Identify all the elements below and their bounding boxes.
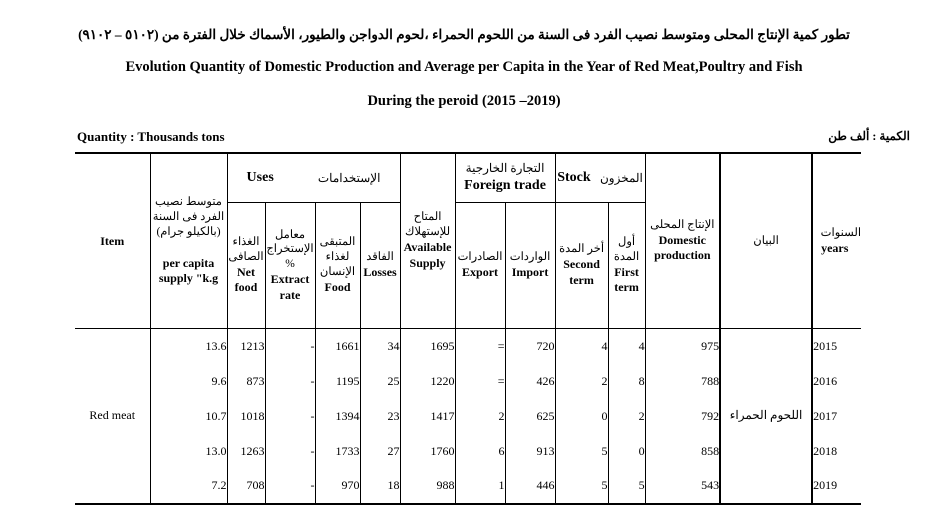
cell-human-food: 1733: [315, 434, 360, 469]
cell-extract-rate: -: [265, 364, 315, 399]
header-bayan: [720, 153, 812, 329]
header-first-term-ar-2: المدة: [613, 250, 640, 263]
cell-second-term: 2: [555, 364, 608, 399]
header-per-capita-en-1: per capita: [162, 255, 215, 270]
header-per-capita-ar-3: (بالكيلو جرام): [156, 225, 221, 238]
header-group-uses-en: Uses: [246, 170, 274, 185]
header-group-stock-en: Stock: [557, 170, 591, 185]
cell-import: 426: [505, 364, 555, 399]
cell-human-food: 970: [315, 469, 360, 504]
header-group-stock: [555, 153, 645, 203]
header-available-supply-ar-1: المتاح: [413, 211, 442, 224]
cell-losses: 18: [360, 469, 400, 504]
cell-net-food: 1018: [227, 399, 265, 434]
cell-net-food: 1263: [227, 434, 265, 469]
cell-net-food: 1213: [227, 329, 265, 364]
cell-import: 446: [505, 469, 555, 504]
cell-extract-rate: -: [265, 329, 315, 364]
cell-available-supply: 988: [400, 469, 455, 504]
cell-per-capita: 13.6: [150, 329, 227, 364]
header-item-label: Item: [100, 233, 125, 248]
header-first-term-en-1: First: [614, 264, 639, 279]
cell-per-capita: 9.6: [150, 364, 227, 399]
cell-export: 6: [455, 434, 505, 469]
header-available-supply-en-2: Supply: [409, 255, 446, 270]
cell-import: 625: [505, 399, 555, 434]
header-losses-en: Losses: [363, 265, 397, 280]
cell-year: 2019: [812, 469, 861, 504]
cell-second-term: 5: [555, 434, 608, 469]
header-domestic-production-en-2: production: [654, 248, 711, 263]
cell-available-supply: 1695: [400, 329, 455, 364]
cell-per-capita: 7.2: [150, 469, 227, 504]
title-english-line2: During the peroid (2015 –2019): [367, 92, 561, 109]
header-human-food-en-1: Food: [324, 280, 351, 295]
cell-losses: 34: [360, 329, 400, 364]
header-group-foreign-trade-en: Foreign trade: [464, 177, 546, 193]
cell-import: 913: [505, 434, 555, 469]
header-net-food-en-2: food: [234, 280, 258, 295]
header-net-food-ar-2: الصافى: [228, 250, 264, 263]
row-item-label: Red meat: [75, 329, 150, 504]
cell-extract-rate: -: [265, 469, 315, 504]
cell-first-term: 5: [608, 469, 645, 504]
header-extract-rate-en-2: rate: [279, 287, 301, 302]
cell-available-supply: 1760: [400, 434, 455, 469]
cell-domestic-production: 975: [645, 329, 720, 364]
header-losses: [360, 203, 400, 329]
header-extract-rate-en-1: Extract: [270, 272, 310, 287]
cell-available-supply: 1417: [400, 399, 455, 434]
header-bayan-ar: البيان: [753, 235, 779, 248]
row-bayan-label: اللحوم الحمراء: [720, 329, 812, 504]
header-domestic-production-en-1: Domestic: [658, 232, 706, 247]
table-body: [75, 329, 861, 504]
header-net-food: [227, 203, 265, 329]
header-export-ar: الصادرات: [457, 251, 503, 264]
header-net-food-ar-1: الغذاء: [232, 235, 260, 248]
cell-second-term: 0: [555, 399, 608, 434]
header-second-term: [555, 203, 608, 329]
header-first-term-ar-1: أول: [618, 235, 636, 248]
header-extract-rate: [265, 203, 315, 329]
cell-net-food: 873: [227, 364, 265, 399]
cell-per-capita: 10.7: [150, 399, 227, 434]
header-available-supply-en-1: Available: [403, 240, 452, 255]
header-group-foreign-trade-ar: التجارة الخارجية: [465, 161, 545, 176]
header-extract-rate-ar-1: معامل: [274, 228, 306, 241]
header-second-term-ar: أخر المدة: [559, 243, 605, 256]
table-header: [75, 153, 861, 329]
header-import-en: Import: [511, 265, 549, 280]
table-row: [75, 329, 861, 364]
cell-export: =: [455, 329, 505, 364]
cell-import: 720: [505, 329, 555, 364]
header-group-foreign-trade: [455, 153, 555, 203]
header-available-supply-ar-2: للإستهلاك: [404, 226, 451, 239]
cell-second-term: 4: [555, 329, 608, 364]
header-group-uses-ar: الإستخدامات: [317, 170, 381, 185]
document-titles: [0, 28, 928, 110]
cell-first-term: 2: [608, 399, 645, 434]
header-group-uses: [227, 153, 400, 203]
cell-first-term: 8: [608, 364, 645, 399]
header-years-ar: السنوات: [820, 226, 862, 239]
title-english-line1: Evolution Quantity of Domestic Production and Average per Capita in the Year of Red Meat,Poultry and Fish: [125, 58, 803, 75]
cell-losses: 27: [360, 434, 400, 469]
cell-extract-rate: -: [265, 434, 315, 469]
header-per-capita: [150, 153, 227, 329]
header-human-food-ar-3: الإنسان: [319, 266, 356, 279]
data-table-container: [75, 152, 861, 504]
cell-export: 1: [455, 469, 505, 504]
cell-losses: 25: [360, 364, 400, 399]
cell-year: 2015: [812, 329, 861, 364]
cell-domestic-production: 858: [645, 434, 720, 469]
header-years-en: years: [821, 240, 849, 255]
cell-extract-rate: -: [265, 399, 315, 434]
header-import: [505, 203, 555, 329]
header-human-food: [315, 203, 360, 329]
header-group-stock-ar: المخزون: [599, 170, 643, 185]
cell-human-food: 1661: [315, 329, 360, 364]
header-export: [455, 203, 505, 329]
header-first-term: [608, 203, 645, 329]
cell-net-food: 708: [227, 469, 265, 504]
cell-first-term: 4: [608, 329, 645, 364]
header-extract-rate-ar-3: %: [285, 258, 295, 271]
header-per-capita-en-2: supply "k.g: [158, 271, 219, 286]
title-arabic: تطور كمية الإنتاج المحلى ومتوسط نصيب الفرد فى السنة من اللحوم الحمراء ،لحوم الدواجن والطيور، الأسماك خلال الفترة من (٢٠١٥ – ٢٠١٩): [78, 27, 850, 42]
cell-available-supply: 1220: [400, 364, 455, 399]
cell-year: 2017: [812, 399, 861, 434]
cell-export: 2: [455, 399, 505, 434]
header-domestic-production: [645, 153, 720, 329]
header-item: [75, 153, 150, 329]
header-per-capita-ar-1: متوسط نصيب: [155, 196, 222, 208]
cell-year: 2016: [812, 364, 861, 399]
cell-human-food: 1394: [315, 399, 360, 434]
cell-first-term: 0: [608, 434, 645, 469]
header-import-ar: الواردات: [509, 251, 551, 264]
cell-losses: 23: [360, 399, 400, 434]
table-header-group-row: [75, 153, 861, 203]
unit-note-english: Quantity : Thousands tons: [77, 129, 225, 144]
header-human-food-ar-1: المتبقى: [319, 236, 356, 249]
cell-human-food: 1195: [315, 364, 360, 399]
cell-export: =: [455, 364, 505, 399]
production-table: [75, 152, 861, 505]
cell-per-capita: 13.0: [150, 434, 227, 469]
header-second-term-en-1: Second: [563, 257, 600, 272]
unit-note-arabic: الكمية : ألف طن: [828, 129, 910, 143]
header-second-term-en-2: term: [569, 272, 594, 287]
header-extract-rate-ar-2: الإستخراج: [266, 243, 314, 256]
header-per-capita-ar-2: الفرد فى السنة: [152, 210, 225, 223]
cell-second-term: 5: [555, 469, 608, 504]
cell-domestic-production: 788: [645, 364, 720, 399]
header-losses-ar: الفاقد: [366, 251, 394, 264]
cell-domestic-production: 543: [645, 469, 720, 504]
header-human-food-ar-2: لغذاء: [325, 251, 350, 264]
header-net-food-en-1: Net: [237, 264, 255, 279]
header-export-en: Export: [462, 265, 499, 280]
header-available-supply: [400, 153, 455, 329]
header-domestic-production-ar: الإنتاج المحلى: [650, 218, 715, 231]
cell-domestic-production: 792: [645, 399, 720, 434]
cell-year: 2018: [812, 434, 861, 469]
header-years: [812, 153, 861, 329]
header-first-term-en-2: term: [614, 280, 639, 295]
